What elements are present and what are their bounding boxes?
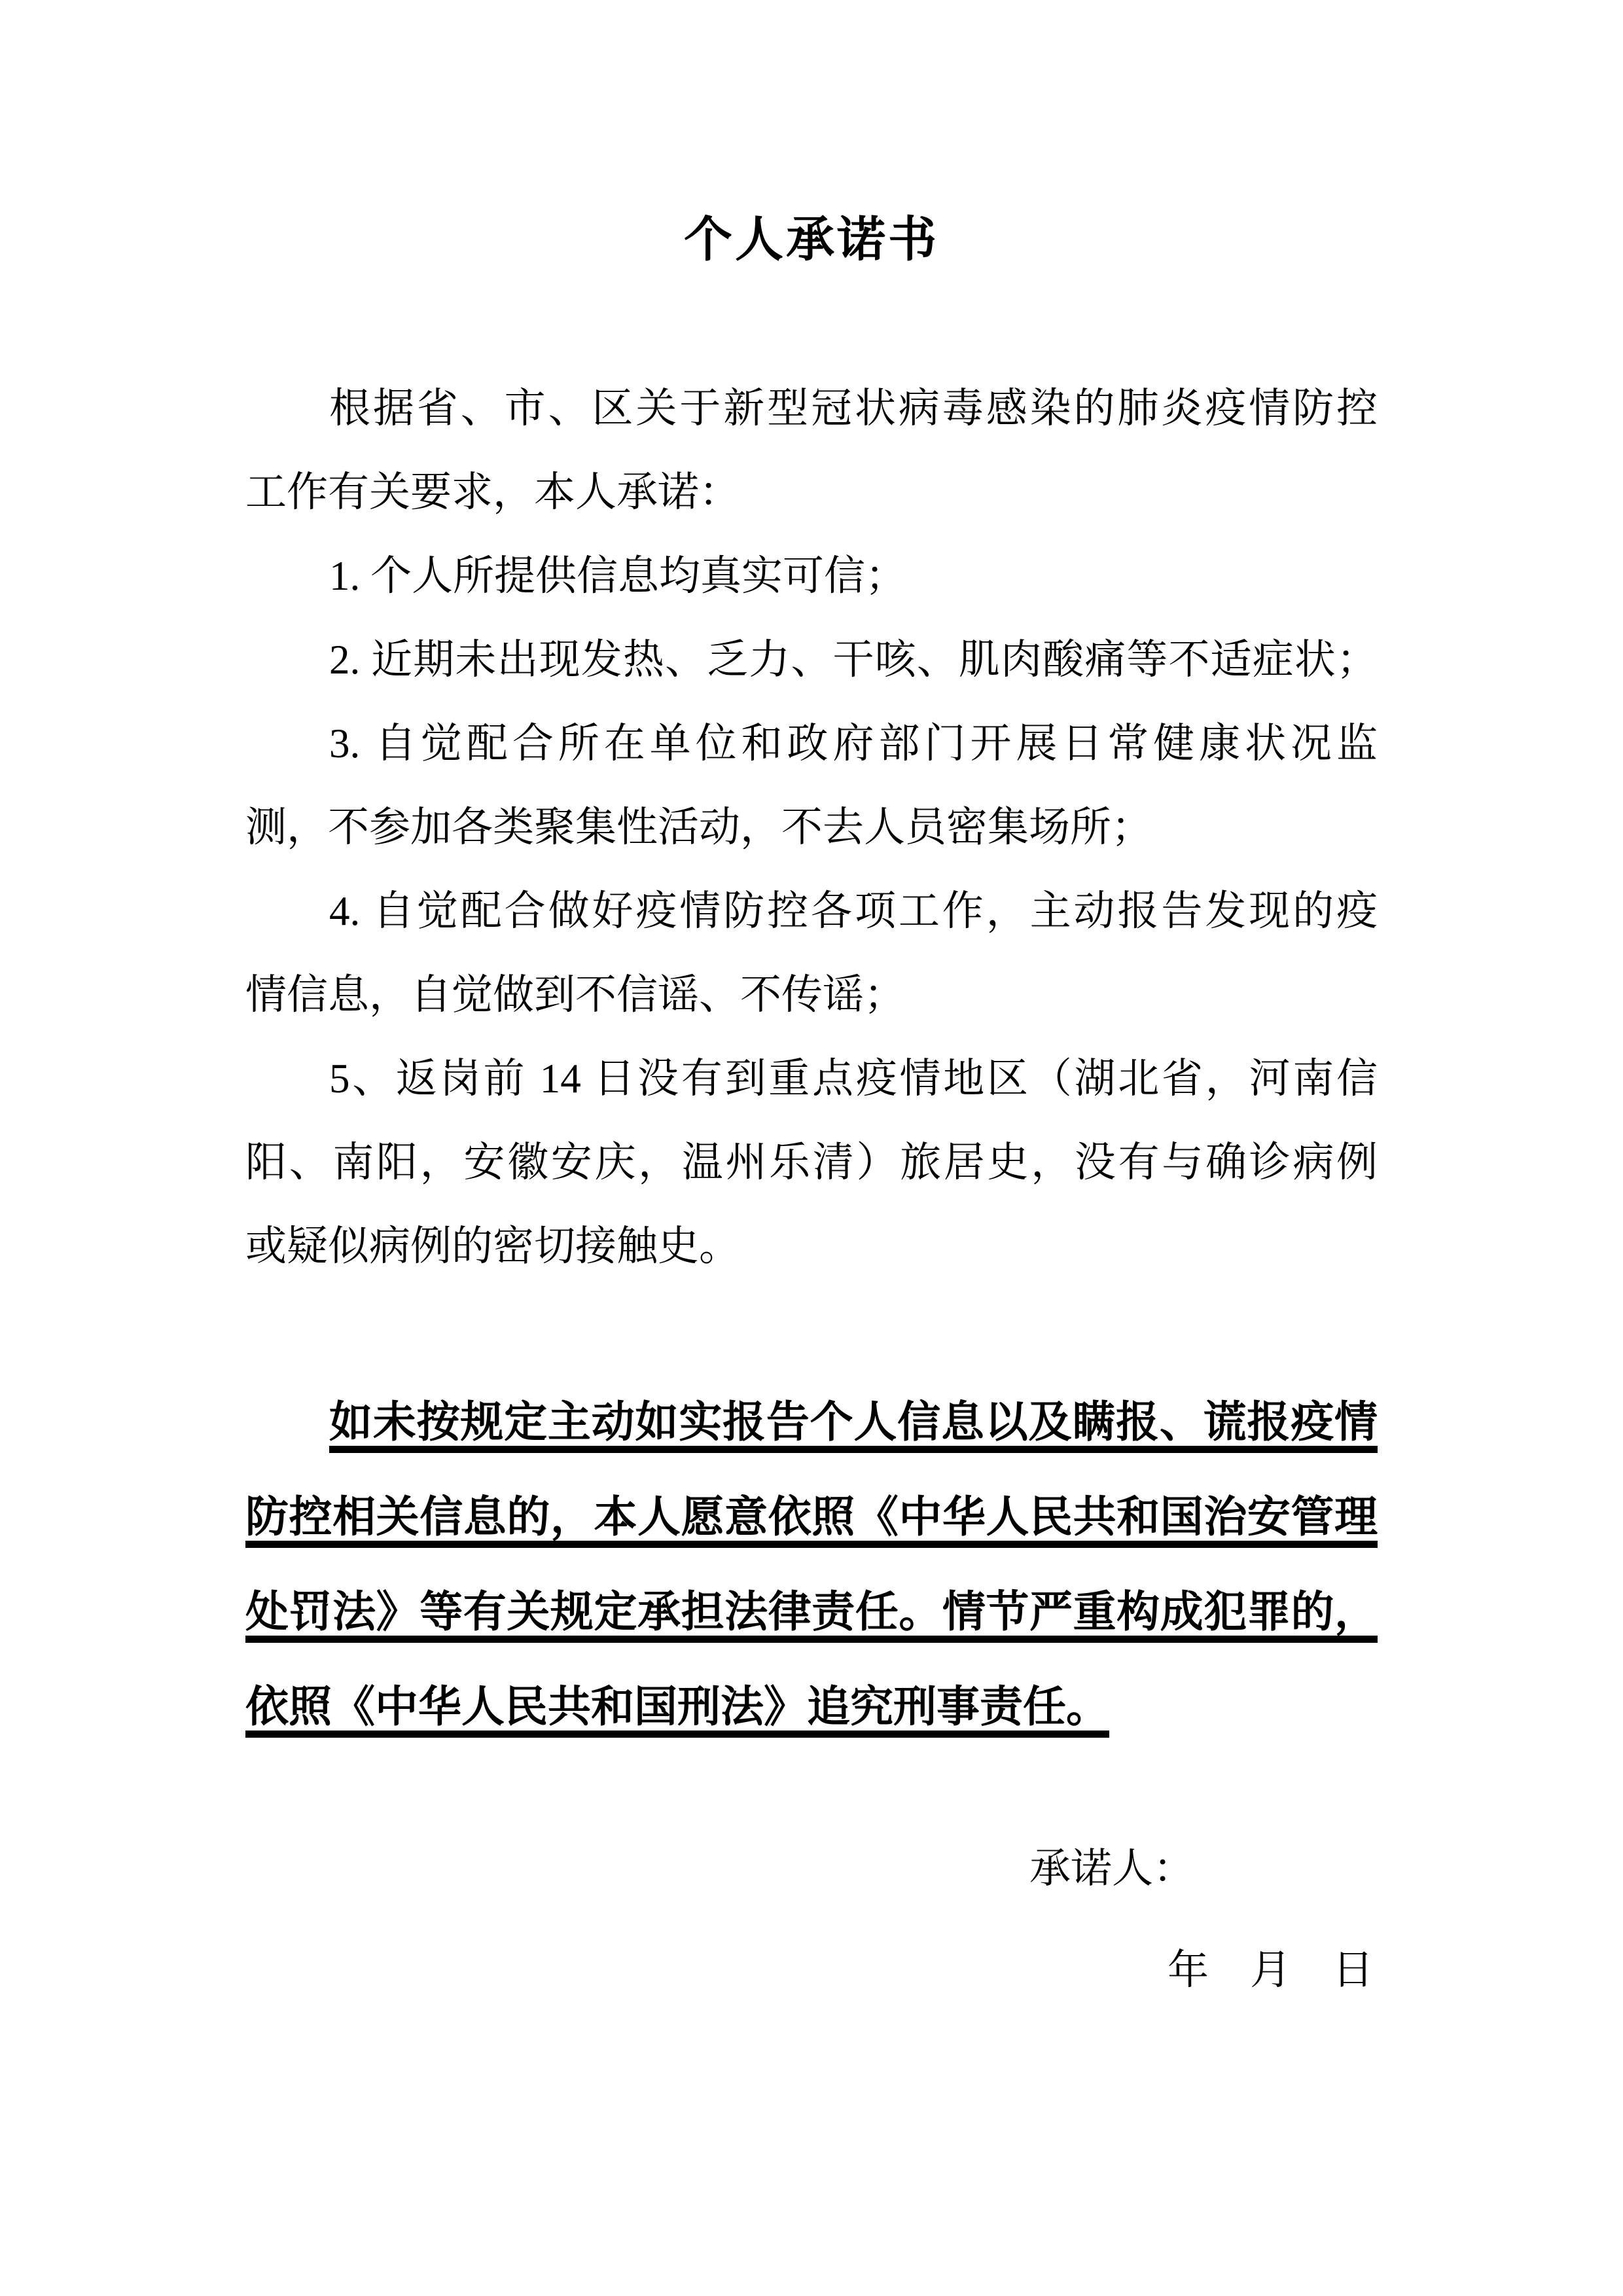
body-paragraph bbox=[245, 534, 1378, 618]
text-line bbox=[245, 450, 1378, 534]
document-content bbox=[245, 0, 1378, 2003]
text-line bbox=[245, 1374, 1378, 1469]
text-line-content: 或疑似病例的密切接触史。 bbox=[245, 1223, 740, 1269]
body-paragraph bbox=[245, 869, 1378, 1037]
text-line-content: 2. 近期未出现发热、乏力、干咳、肌肉酸痛等不适症状； bbox=[329, 637, 1378, 683]
text-line bbox=[245, 1659, 1378, 1754]
body-paragraph bbox=[245, 367, 1378, 534]
text-line-content: 5、返岗前 14 日没有到重点疫情地区（湖北省，河南信 bbox=[329, 1056, 1378, 1102]
text-line bbox=[245, 1564, 1378, 1659]
text-line bbox=[245, 702, 1378, 785]
text-line-content: 依照《中华人民共和国刑法》追究刑事责任。 bbox=[245, 1682, 1109, 1731]
body-paragraph bbox=[245, 1037, 1378, 1288]
text-line-content: 工作有关要求，本人承诺： bbox=[245, 469, 740, 515]
text-line bbox=[245, 953, 1378, 1037]
text-line-content: 如未按规定主动如实报告个人信息以及瞒报、谎报疫情 bbox=[329, 1397, 1378, 1446]
text-line bbox=[245, 534, 1378, 618]
document-title: 个人承诺书 bbox=[684, 212, 939, 266]
date-line bbox=[245, 1937, 1378, 2003]
text-line-content: 测，不参加各类聚集性活动，不去人员密集场所； bbox=[245, 804, 1152, 850]
signature-label: 承诺人： bbox=[1029, 1846, 1194, 1892]
signature-line bbox=[245, 1836, 1378, 1901]
text-line bbox=[245, 869, 1378, 953]
text-line bbox=[245, 1469, 1378, 1564]
text-line-content: 3. 自觉配合所在单位和政府部门开展日常健康状况监 bbox=[329, 721, 1378, 766]
text-line-content: 4. 自觉配合做好疫情防控各项工作，主动报告发现的疫 bbox=[329, 888, 1378, 934]
text-line-content: 根据省、市、区关于新型冠状病毒感染的肺炎疫情防控 bbox=[329, 386, 1378, 431]
body-paragraph bbox=[245, 702, 1378, 869]
text-line-content: 1. 个人所提供信息均真实可信； bbox=[329, 553, 906, 599]
text-line bbox=[245, 1121, 1378, 1204]
text-line bbox=[245, 1037, 1378, 1121]
date-text: 年 月 日 bbox=[1168, 1947, 1374, 1993]
text-line-content: 防控相关信息的，本人愿意依照《中华人民共和国治安管理 bbox=[245, 1492, 1378, 1541]
body-paragraph bbox=[245, 618, 1378, 702]
text-line bbox=[245, 367, 1378, 450]
paragraphs bbox=[245, 367, 1378, 1754]
text-line-content: 情信息，自觉做到不信谣、不传谣； bbox=[245, 972, 905, 1018]
text-line bbox=[245, 618, 1378, 702]
text-line-content: 处罚法》等有关规定承担法律责任。情节严重构成犯罪的， bbox=[245, 1587, 1378, 1636]
warning-paragraph bbox=[245, 1374, 1378, 1754]
text-line-content: 阳、南阳，安徽安庆，温州乐清）旅居史，没有与确诊病例 bbox=[245, 1139, 1378, 1185]
text-line bbox=[245, 1204, 1378, 1288]
text-line bbox=[245, 785, 1378, 869]
